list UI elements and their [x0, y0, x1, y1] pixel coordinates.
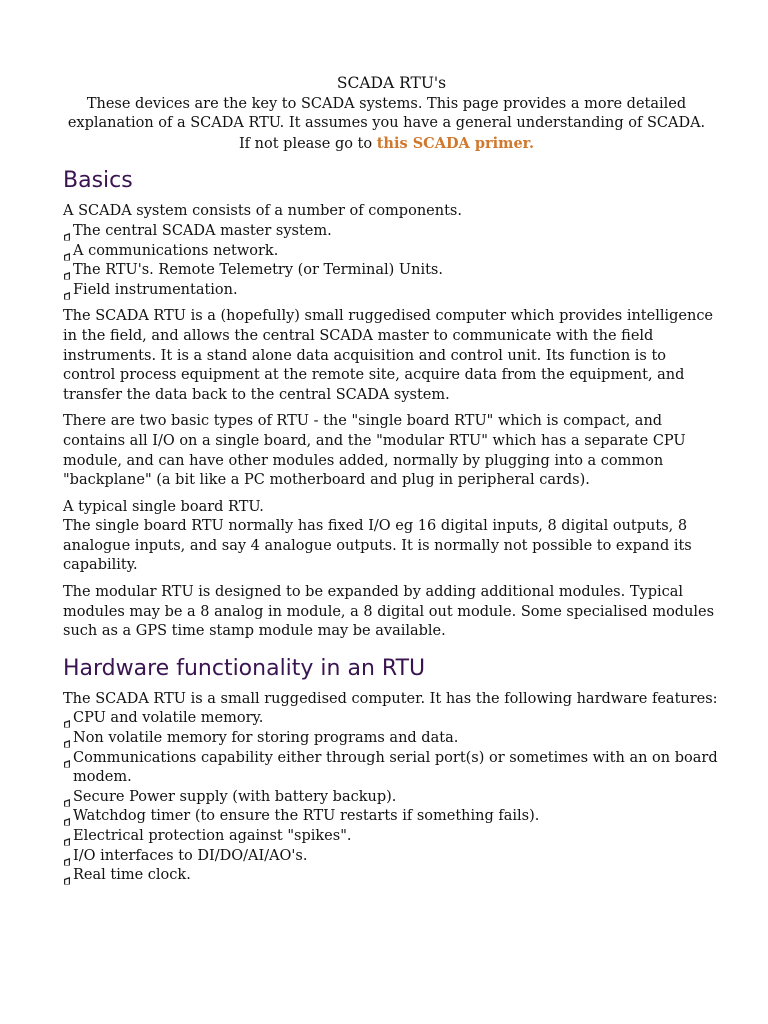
list-item: I/O interfaces to DI/DO/AI/AO's. [63, 847, 720, 867]
small-flag-bullet-icon [63, 755, 71, 764]
list-item: Electrical protection against "spikes". [63, 827, 720, 847]
small-flag-bullet-icon [63, 248, 71, 257]
small-flag-bullet-icon [63, 735, 71, 744]
list-item: CPU and volatile memory. [63, 709, 720, 729]
rtu-types-paragraph: There are two basic types of RTU - the "single board RTU" which is compact, and contains all I/O on a single board, and the "modular RTU" which has a separate CPU module, and can have other modules added, normally by plugging into a common "backplane" (a bit like a PC motherboard and plug in peripheral cards). [63, 413, 686, 489]
list-item: Real time clock. [63, 866, 720, 886]
single-board-paragraph: A typical single board RTU. The single board RTU normally has fixed I/O eg 16 digital inputs, 8 digital outputs, 8 analogue inputs, and say 4 analogue outputs. It is normally not possible to expand its capability. [63, 498, 692, 574]
small-flag-bullet-icon [63, 267, 71, 276]
basics-heading: Basics [63, 168, 133, 194]
list-item: Communications capability either through serial port(s) or sometimes with an on board modem. [63, 749, 720, 788]
list-item: A communications network. [63, 242, 720, 262]
intro-text: These devices are the key to SCADA systems. This page provides a more detailed explanation of a SCADA RTU. It assumes you have a general understanding of SCADA. If not please go to [67, 95, 706, 152]
list-item: Field instrumentation. [63, 281, 720, 301]
list-item: Watchdog timer (to ensure the RTU restarts if something fails). [63, 807, 720, 827]
document-title: SCADA RTU's [336, 74, 447, 92]
hardware-lead: The SCADA RTU is a small ruggedised computer. It has the following hardware features: [63, 690, 718, 707]
hardware-heading: Hardware functionality in an RTU [63, 655, 426, 681]
small-flag-bullet-icon [63, 287, 71, 296]
modular-rtu-paragraph: The modular RTU is designed to be expanded by adding additional modules. Typical modules may be a 8 analog in module, a 8 digital out module. Some specialised modules such as a GPS time stamp module may be available. [63, 584, 715, 640]
hardware-features-list [63, 709, 720, 885]
rtu-description-paragraph: The SCADA RTU is a (hopefully) small ruggedised computer which provides intelligence in the field, and allows the central SCADA master to communicate with the field instruments. It is a stand alone data acquisition and control unit. Its function is to control process equipment at the remote site, acquire data from the equipment, and transfer the data back to the central SCADA system. [63, 308, 714, 403]
scada-primer-link[interactable]: this SCADA primer. [376, 134, 535, 152]
small-flag-bullet-icon [63, 833, 71, 842]
small-flag-bullet-icon [63, 794, 71, 803]
basics-lead: A SCADA system consists of a number of components. [63, 203, 462, 220]
small-flag-bullet-icon [63, 715, 71, 724]
small-flag-bullet-icon [63, 872, 71, 881]
list-item: The RTU's. Remote Telemetry (or Terminal) Units. [63, 261, 720, 281]
components-list [63, 222, 720, 300]
small-flag-bullet-icon [63, 813, 71, 822]
list-item: The central SCADA master system. [63, 222, 720, 242]
list-item: Secure Power supply (with battery backup). [63, 788, 720, 808]
list-item: Non volatile memory for storing programs and data. [63, 729, 720, 749]
intro-paragraph [63, 95, 720, 155]
small-flag-bullet-icon [63, 853, 71, 862]
small-flag-bullet-icon [63, 228, 71, 237]
